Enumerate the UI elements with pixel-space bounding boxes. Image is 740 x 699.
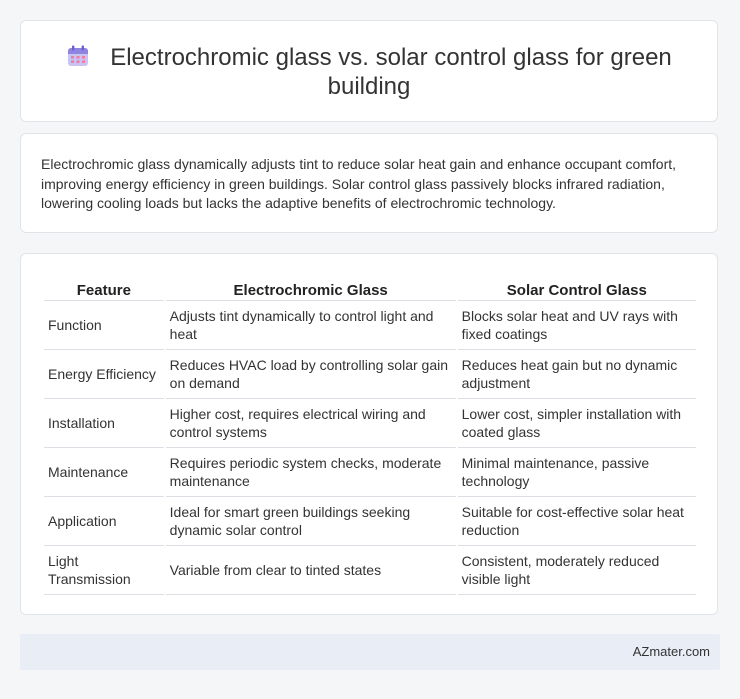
electrochromic-cell: Adjusts tint dynamically to control light and heat	[166, 301, 456, 350]
feature-cell: Energy Efficiency	[44, 350, 164, 399]
table-row	[44, 399, 696, 448]
table-row	[44, 546, 696, 595]
footer-bar	[20, 634, 720, 670]
table-row	[44, 350, 696, 399]
solar-control-cell: Minimal maintenance, passive technology	[458, 448, 696, 497]
page-title	[61, 43, 677, 101]
footer-brand: AZmater.com	[632, 644, 710, 659]
feature-cell: Application	[44, 497, 164, 546]
table-header-row	[44, 274, 696, 301]
header-feature: Feature	[44, 274, 164, 301]
electrochromic-cell: Requires periodic system checks, moderate maintenance	[166, 448, 456, 497]
solar-control-cell: Suitable for cost-effective solar heat reduction	[458, 497, 696, 546]
solar-control-cell: Consistent, moderately reduced visible light	[458, 546, 696, 595]
feature-cell: Function	[44, 301, 164, 350]
feature-cell: Installation	[44, 399, 164, 448]
title-card	[20, 20, 718, 122]
solar-control-cell: Blocks solar heat and UV rays with fixed coatings	[458, 301, 696, 350]
electrochromic-cell: Higher cost, requires electrical wiring and control systems	[166, 399, 456, 448]
summary-card	[20, 133, 718, 233]
solar-control-cell: Lower cost, simpler installation with coated glass	[458, 399, 696, 448]
header-electrochromic: Electrochromic Glass	[166, 274, 456, 301]
solar-control-cell: Reduces heat gain but no dynamic adjustment	[458, 350, 696, 399]
header-solar-control: Solar Control Glass	[458, 274, 696, 301]
calendar-icon	[66, 44, 90, 68]
electrochromic-cell: Reduces HVAC load by controlling solar gain on demand	[166, 350, 456, 399]
electrochromic-cell: Ideal for smart green buildings seeking dynamic solar control	[166, 497, 456, 546]
comparison-table-card	[20, 253, 718, 615]
comparison-table	[42, 274, 698, 595]
feature-cell: Light Transmission	[44, 546, 164, 595]
feature-cell: Maintenance	[44, 448, 164, 497]
table-row	[44, 497, 696, 546]
electrochromic-cell: Variable from clear to tinted states	[166, 546, 456, 595]
summary-text: Electrochromic glass dynamically adjusts tint to reduce solar heat gain and enhance occupant comfort, improving energy efficiency in green buildings. Solar control glass passively blocks infrared radiation, lowering cooling loads but lacks the adaptive benefits of electrochromic technology.	[41, 156, 677, 211]
title-text: Electrochromic glass vs. solar control glass for green building	[110, 44, 672, 100]
table-row	[44, 301, 696, 350]
table-row	[44, 448, 696, 497]
